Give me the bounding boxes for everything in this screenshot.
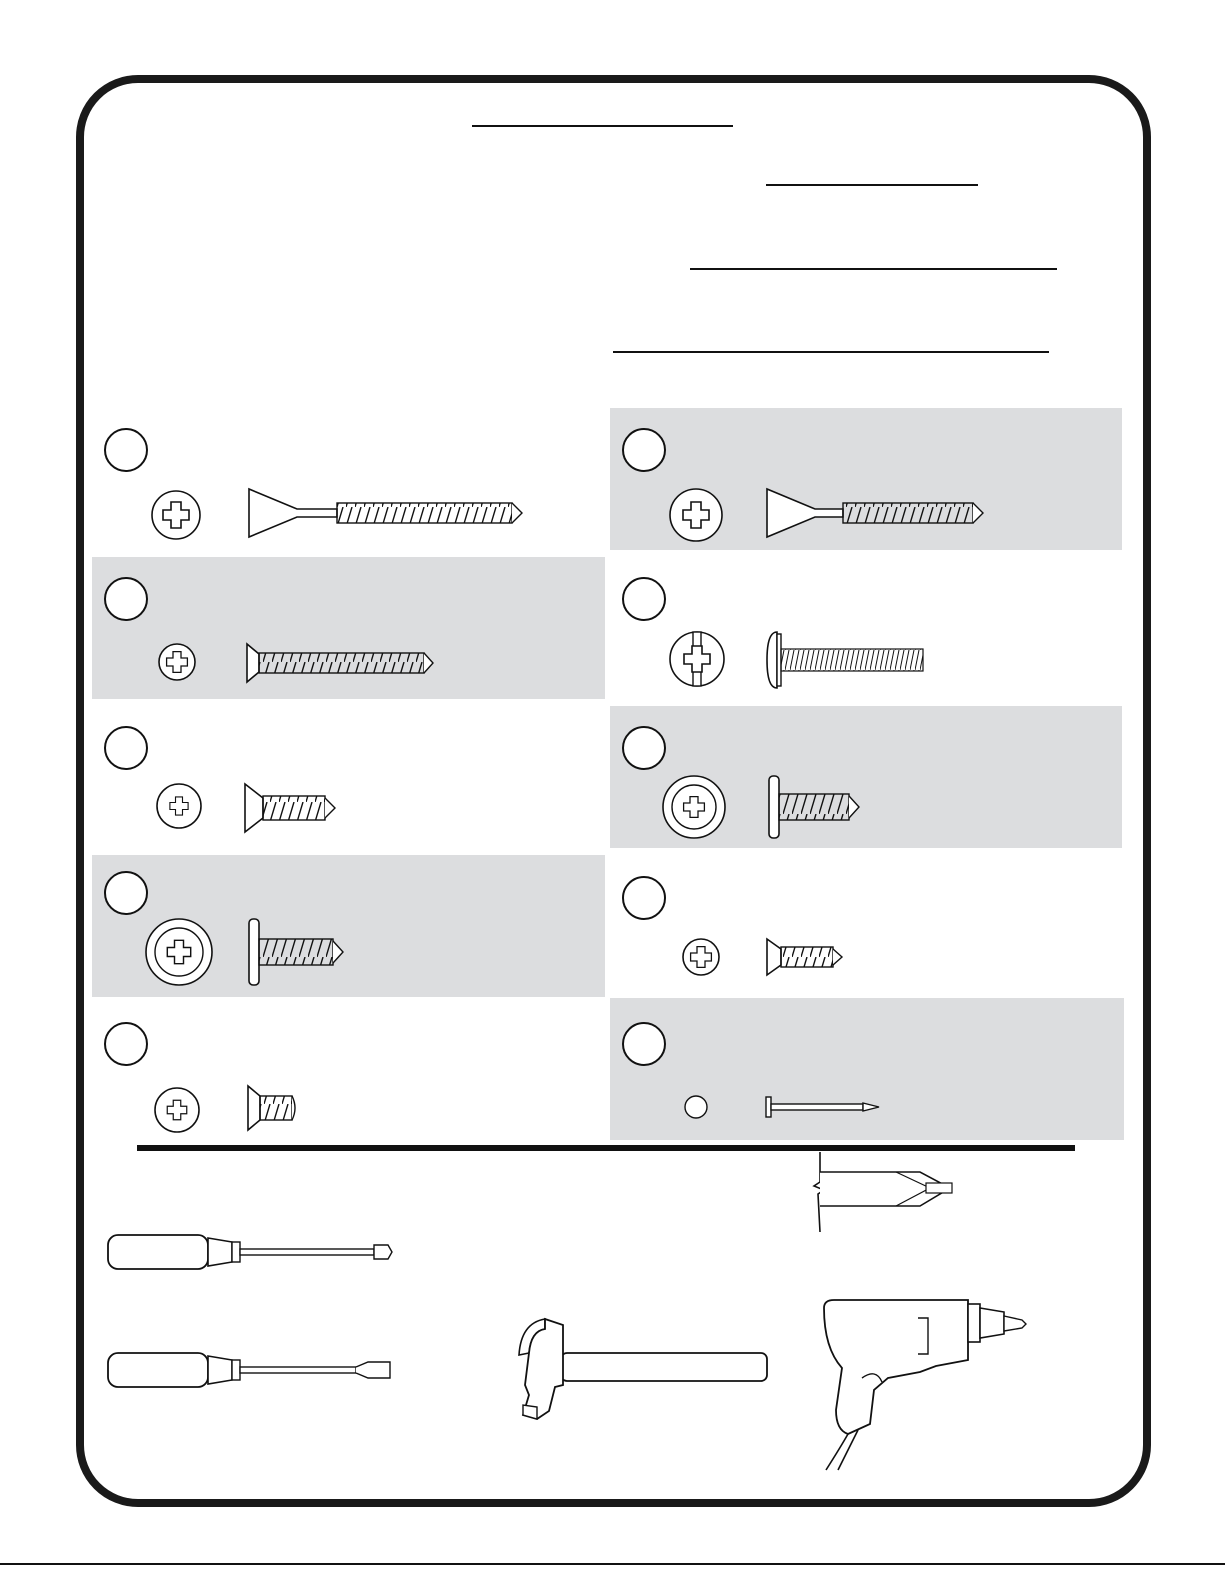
long-flat-head-wood-screw-icon bbox=[765, 487, 990, 539]
phillips-head-icon bbox=[155, 782, 203, 830]
short-flat-head-screw-icon bbox=[243, 782, 343, 834]
phillips-bit-icon bbox=[810, 1150, 960, 1232]
part-h-badge bbox=[622, 876, 666, 920]
washer-head-screw-icon bbox=[765, 774, 865, 840]
long-flat-head-wood-screw-icon bbox=[247, 487, 527, 539]
flat-screwdriver-icon bbox=[106, 1350, 396, 1390]
truss-head-machine-bolt-icon bbox=[765, 630, 930, 690]
hammer-icon bbox=[515, 1315, 773, 1425]
short-flat-head-screw-icon bbox=[765, 937, 850, 977]
model-number-line bbox=[766, 184, 978, 186]
model-description-line bbox=[690, 268, 1057, 270]
power-drill-icon bbox=[818, 1298, 1033, 1473]
part-g-badge bbox=[104, 871, 148, 915]
phillips-screwdriver-icon bbox=[106, 1232, 396, 1272]
part-e-badge bbox=[104, 726, 148, 770]
part-f-badge bbox=[622, 726, 666, 770]
combo-slot-phillips-head-icon bbox=[668, 630, 726, 688]
washer-head-icon bbox=[144, 917, 214, 987]
part-a-badge bbox=[104, 428, 148, 472]
washer-head-icon bbox=[661, 774, 727, 840]
phillips-head-icon bbox=[681, 937, 721, 977]
color-finish-line bbox=[613, 351, 1049, 353]
phillips-head-icon bbox=[153, 1086, 201, 1134]
part-j-badge bbox=[622, 1022, 666, 1066]
washer-head-screw-icon bbox=[245, 917, 350, 987]
flat-head-screw-icon bbox=[245, 642, 440, 684]
phillips-head-icon bbox=[150, 489, 202, 541]
threaded-insert-icon bbox=[246, 1084, 301, 1132]
part-i-badge bbox=[104, 1022, 148, 1066]
part-c-badge bbox=[104, 577, 148, 621]
phillips-head-icon bbox=[668, 487, 724, 543]
page-bottom-rule bbox=[0, 1563, 1225, 1565]
nail-head-icon bbox=[683, 1094, 709, 1120]
nail-icon bbox=[764, 1095, 884, 1119]
phillips-head-icon bbox=[157, 642, 197, 682]
part-b-badge bbox=[622, 428, 666, 472]
part-d-badge bbox=[622, 577, 666, 621]
title-line bbox=[472, 125, 733, 127]
